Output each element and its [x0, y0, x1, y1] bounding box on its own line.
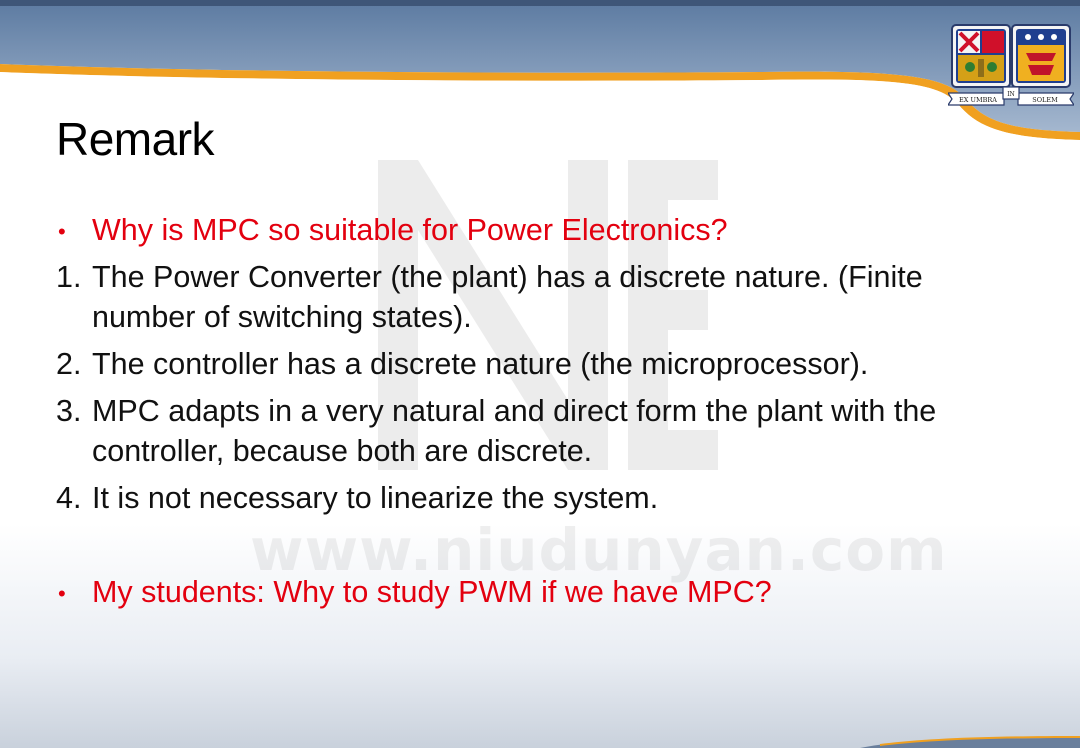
list-item-text-line: The Power Converter (the plant) has a discrete nature. (Finite — [92, 260, 923, 294]
svg-text:SOLEM: SOLEM — [1032, 96, 1058, 104]
bottom-banner — [0, 708, 1080, 748]
list-item-text-line: number of switching states). — [92, 300, 472, 334]
bullet-marker: • — [58, 581, 66, 606]
number-marker: 3. — [56, 394, 82, 428]
watermark-url: www.niudunyan.com — [250, 516, 948, 584]
list-item-students-question — [56, 572, 1046, 612]
list-item-2 — [56, 344, 1046, 384]
list-item-question — [56, 210, 1046, 250]
list-item-3 — [56, 391, 1046, 471]
university-crest-logo — [948, 23, 1074, 109]
svg-text:EX UMBRA: EX UMBRA — [959, 96, 997, 104]
number-marker: 1. — [56, 260, 82, 294]
list-item-text: The controller has a discrete nature (the microprocessor). — [92, 347, 869, 381]
svg-text:IN: IN — [1007, 91, 1015, 98]
list-item-1 — [56, 257, 1046, 337]
slide-content-list — [56, 210, 1046, 612]
list-item-text-line: MPC adapts in a very natural and direct form the plant with the — [92, 394, 937, 428]
list-item-4 — [56, 478, 1046, 518]
bullet-marker: • — [58, 219, 66, 244]
list-item-text: It is not necessary to linearize the system. — [92, 481, 659, 515]
list-item-text-line: controller, because both are discrete. — [92, 434, 593, 468]
list-item-text: Why is MPC so suitable for Power Electronics? — [92, 213, 728, 247]
number-marker: 4. — [56, 481, 82, 515]
number-marker: 2. — [56, 347, 82, 381]
list-item-text: My students: Why to study PWM if we have MPC? — [92, 575, 772, 609]
slide-title: Remark — [56, 113, 215, 165]
